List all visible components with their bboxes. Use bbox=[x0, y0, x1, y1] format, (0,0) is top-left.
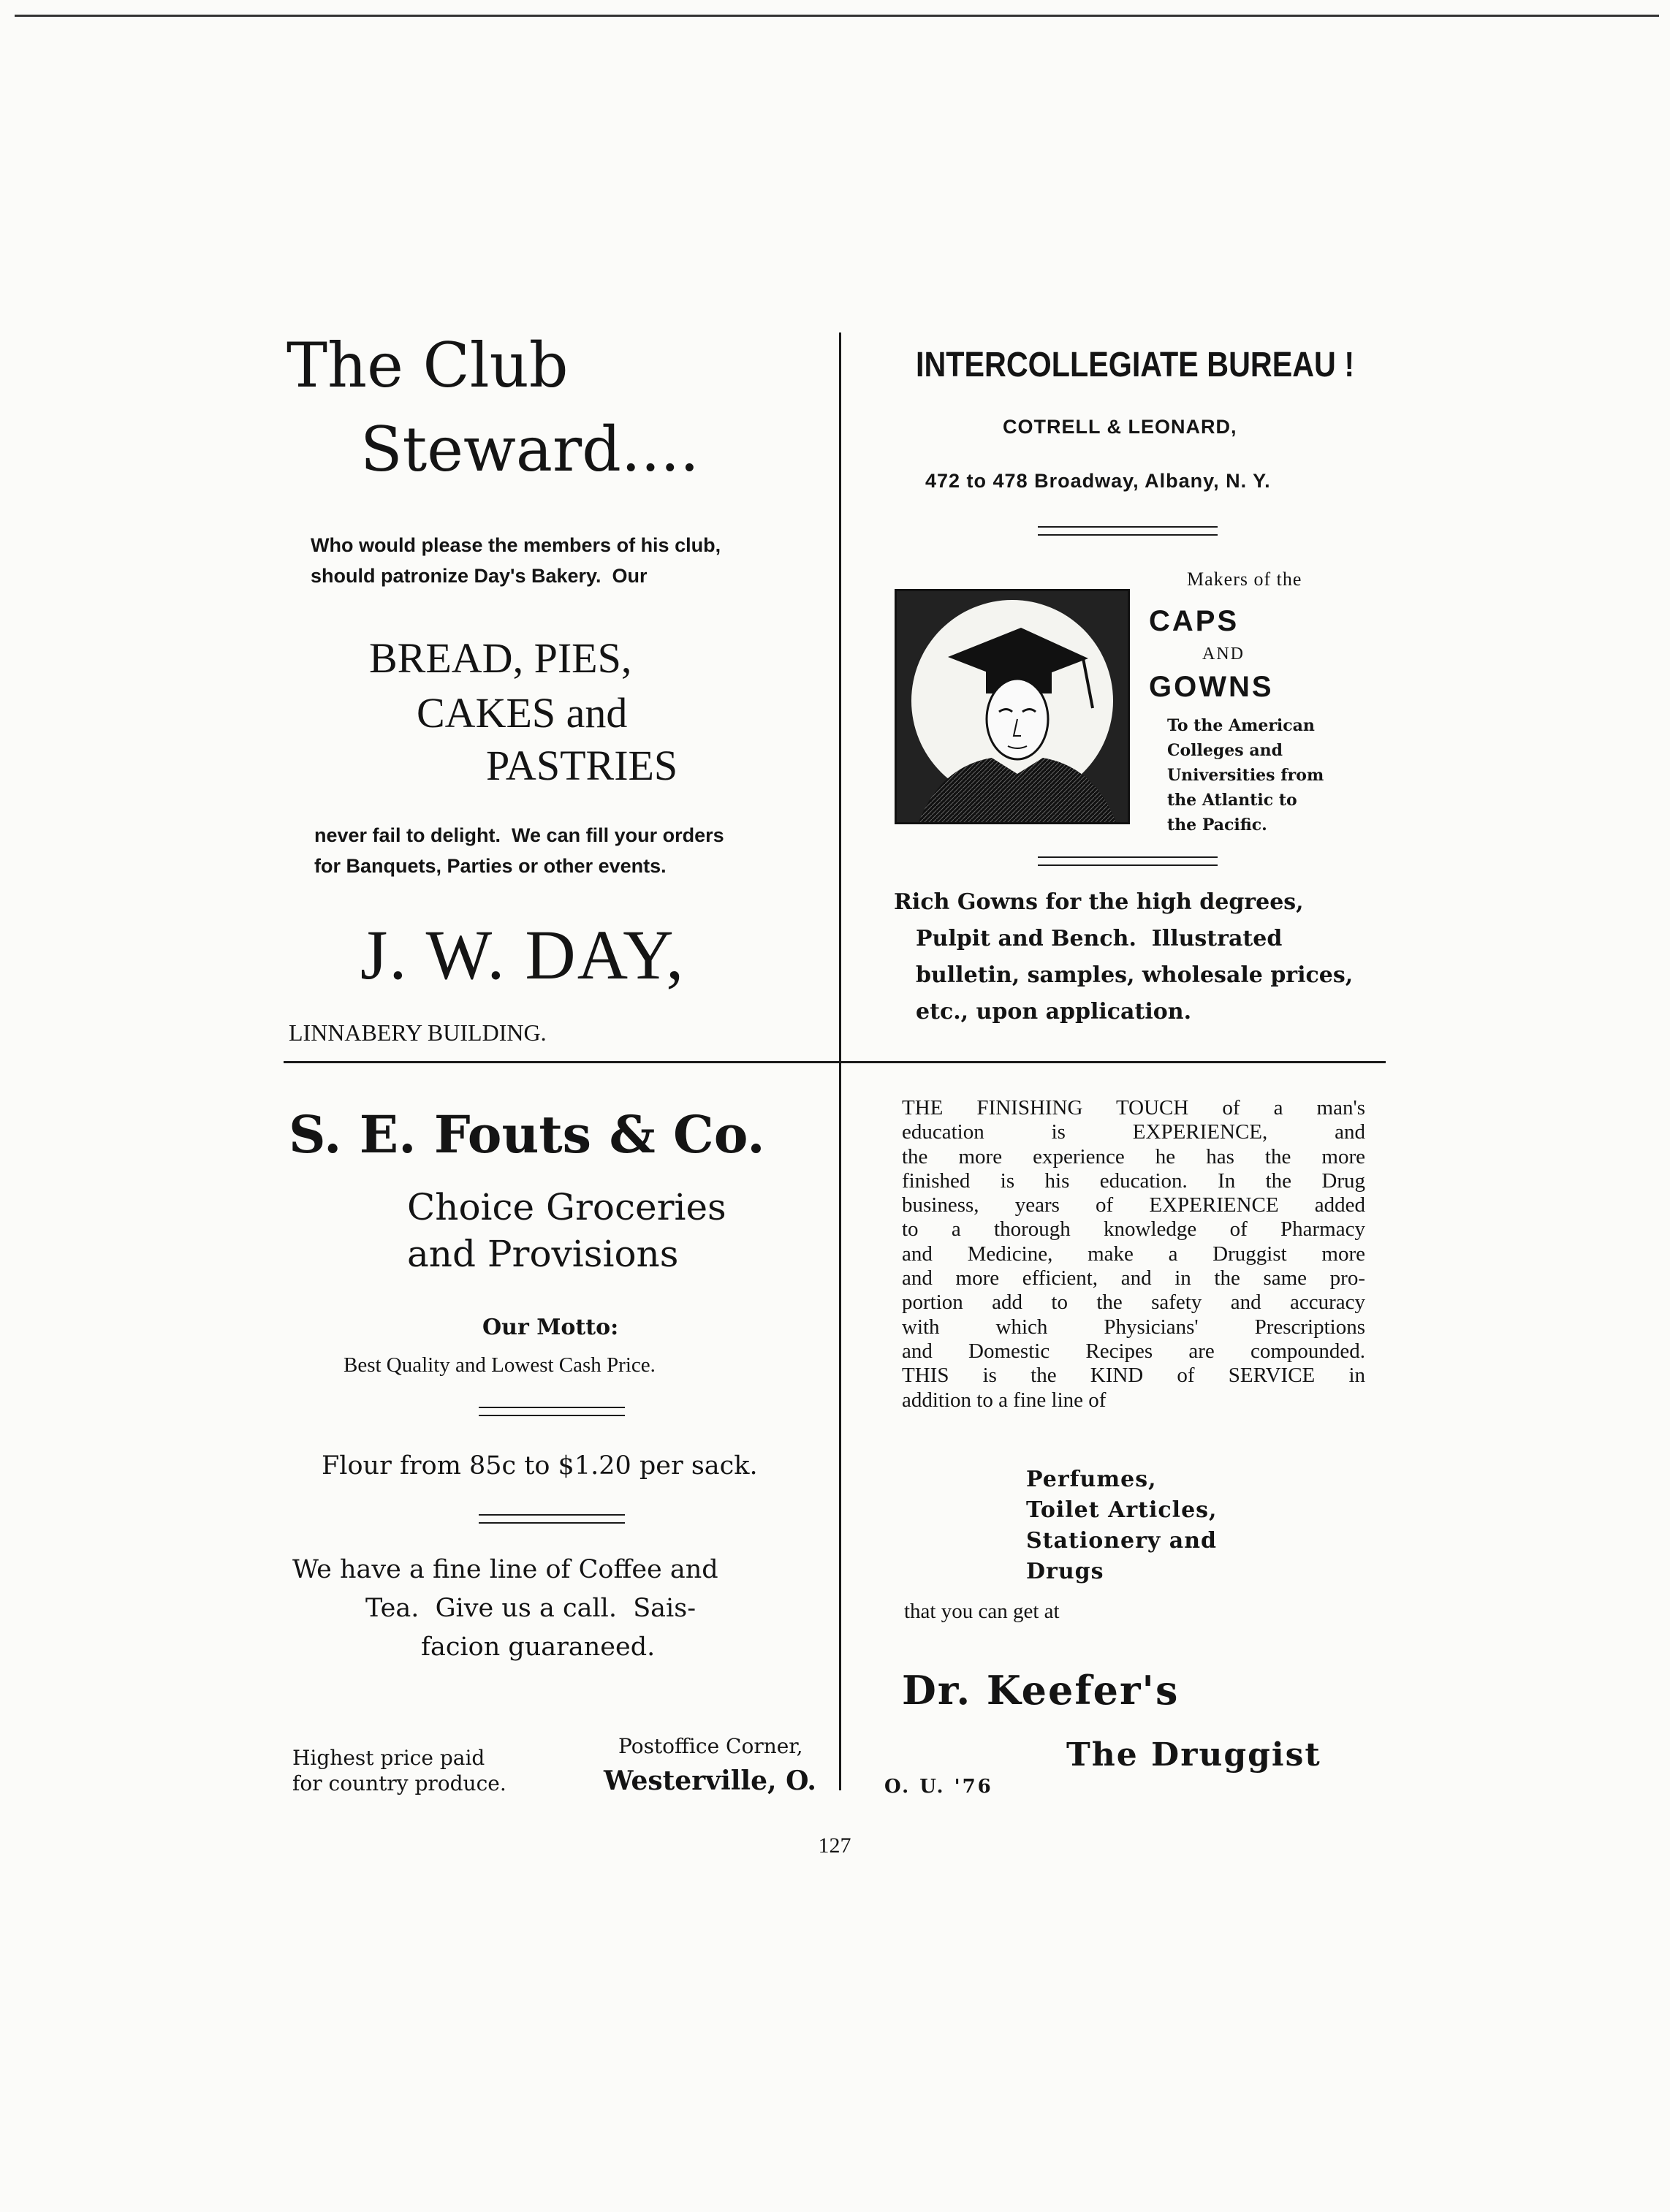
club-steward-intro-line1: Who would please the members of his club, bbox=[311, 534, 721, 556]
coffee-line3: facion guaraneed. bbox=[421, 1633, 656, 1662]
para-line: the more experience he has the more bbox=[902, 1144, 1365, 1168]
fouts-tagline-line1: Choice Groceries bbox=[407, 1186, 726, 1228]
postoffice-corner: Postoffice Corner, bbox=[618, 1734, 803, 1758]
para-line: addition to a fine line of bbox=[902, 1388, 1107, 1412]
get-at-line: that you can get at bbox=[904, 1600, 1060, 1623]
bureau-rule-bottom bbox=[1038, 856, 1218, 866]
keefer-role: The Druggist bbox=[1066, 1736, 1321, 1774]
bureau-body-line2: Pulpit and Bench. Illustrated bbox=[916, 926, 1283, 951]
para-line: and Medicine, make a Druggist more bbox=[902, 1242, 1365, 1266]
vertical-divider-top bbox=[839, 332, 841, 1062]
keefer-items-line1: Perfumes, bbox=[1026, 1467, 1157, 1492]
keefer-items-line3: Stationery and bbox=[1026, 1528, 1218, 1554]
gown-desc-line5: the Pacific. bbox=[1167, 816, 1267, 835]
keefer-class: O. U. '76 bbox=[884, 1776, 993, 1798]
coffee-line1: We have a fine line of Coffee and bbox=[292, 1555, 718, 1584]
club-steward-title-line1: The Club bbox=[286, 330, 569, 401]
graduate-portrait bbox=[895, 589, 1130, 824]
para-line: THIS is the KIND of SERVICE in bbox=[902, 1364, 1365, 1388]
club-steward-outro-line1: never fail to delight. We can fill your orders bbox=[314, 824, 724, 846]
gowns-heading: GOWNS bbox=[1149, 671, 1274, 703]
gown-desc-line1: To the American bbox=[1167, 716, 1315, 735]
club-steward-title-line2: Steward.... bbox=[360, 414, 699, 485]
horizontal-divider bbox=[284, 1061, 1386, 1063]
para-line: with which Physicians' Prescriptions bbox=[902, 1315, 1365, 1339]
club-steward-address: LINNABERY BUILDING. bbox=[289, 1019, 547, 1046]
motto-label: Our Motto: bbox=[482, 1315, 619, 1340]
westerville-town: Westerville, O. bbox=[604, 1766, 816, 1796]
gown-desc-line3: Universities from bbox=[1167, 766, 1324, 785]
products-line1: BREAD, PIES, bbox=[369, 634, 632, 682]
fouts-tagline-line2: and Provisions bbox=[407, 1233, 679, 1275]
scan-edge-line bbox=[15, 15, 1659, 17]
and-label: AND bbox=[1202, 645, 1245, 664]
bureau-title: INTERCOLLEGIATE BUREAU ! bbox=[916, 346, 1355, 384]
produce-line1: Highest price paid bbox=[292, 1746, 485, 1770]
caps-heading: CAPS bbox=[1149, 605, 1240, 637]
bureau-body-line1: Rich Gowns for the high degrees, bbox=[894, 889, 1304, 915]
keefer-items-line4: Drugs bbox=[1026, 1559, 1104, 1584]
products-line2: CAKES and bbox=[417, 689, 628, 737]
bureau-body-line3: bulletin, samples, wholesale prices, bbox=[916, 962, 1354, 988]
gown-desc-line2: Colleges and bbox=[1167, 741, 1283, 760]
fouts-rule-top bbox=[479, 1407, 625, 1416]
keefer-items-line2: Toilet Articles, bbox=[1026, 1497, 1218, 1523]
club-steward-outro-line2: for Banquets, Parties or other events. bbox=[314, 855, 667, 877]
produce-line2: for country produce. bbox=[292, 1771, 506, 1795]
flour-price: Flour from 85c to $1.20 per sack. bbox=[322, 1451, 758, 1481]
fouts-name: S. E. Fouts & Co. bbox=[289, 1104, 765, 1165]
bureau-address: 472 to 478 Broadway, Albany, N. Y. bbox=[925, 470, 1271, 492]
para-line: to a thorough knowledge of Pharmacy bbox=[902, 1217, 1365, 1242]
page-number: 127 bbox=[818, 1833, 851, 1858]
club-steward-intro-line2: should patronize Day's Bakery. Our bbox=[311, 565, 648, 587]
para-line: and more efficient, and in the same pro- bbox=[902, 1266, 1365, 1291]
fouts-rule-bottom bbox=[479, 1514, 625, 1524]
gown-desc-line4: the Atlantic to bbox=[1167, 791, 1297, 810]
para-line: THE FINISHING TOUCH of a man's bbox=[902, 1096, 1365, 1120]
para-line: education is EXPERIENCE, and bbox=[902, 1120, 1365, 1144]
keefer-paragraph bbox=[902, 1096, 1365, 1413]
para-line: finished is his education. In the Drug bbox=[902, 1168, 1365, 1193]
para-line: portion add to the safety and accuracy bbox=[902, 1291, 1365, 1315]
vertical-divider-bottom bbox=[839, 1063, 841, 1790]
motto-text: Best Quality and Lowest Cash Price. bbox=[344, 1353, 656, 1377]
bureau-firm: COTRELL & LEONARD, bbox=[1003, 416, 1237, 438]
keefer-name: Dr. Keefer's bbox=[902, 1667, 1180, 1714]
bureau-body-line4: etc., upon application. bbox=[916, 999, 1192, 1025]
para-line: business, years of EXPERIENCE added bbox=[902, 1193, 1365, 1217]
para-line: and Domestic Recipes are compounded. bbox=[902, 1339, 1365, 1363]
products-line3: PASTRIES bbox=[486, 742, 678, 789]
bureau-rule-top bbox=[1038, 526, 1218, 536]
proprietor-name: J. W. DAY, bbox=[360, 916, 686, 994]
makers-of-the: Makers of the bbox=[1187, 569, 1302, 590]
coffee-line2: Tea. Give us a call. Sais- bbox=[365, 1594, 697, 1623]
